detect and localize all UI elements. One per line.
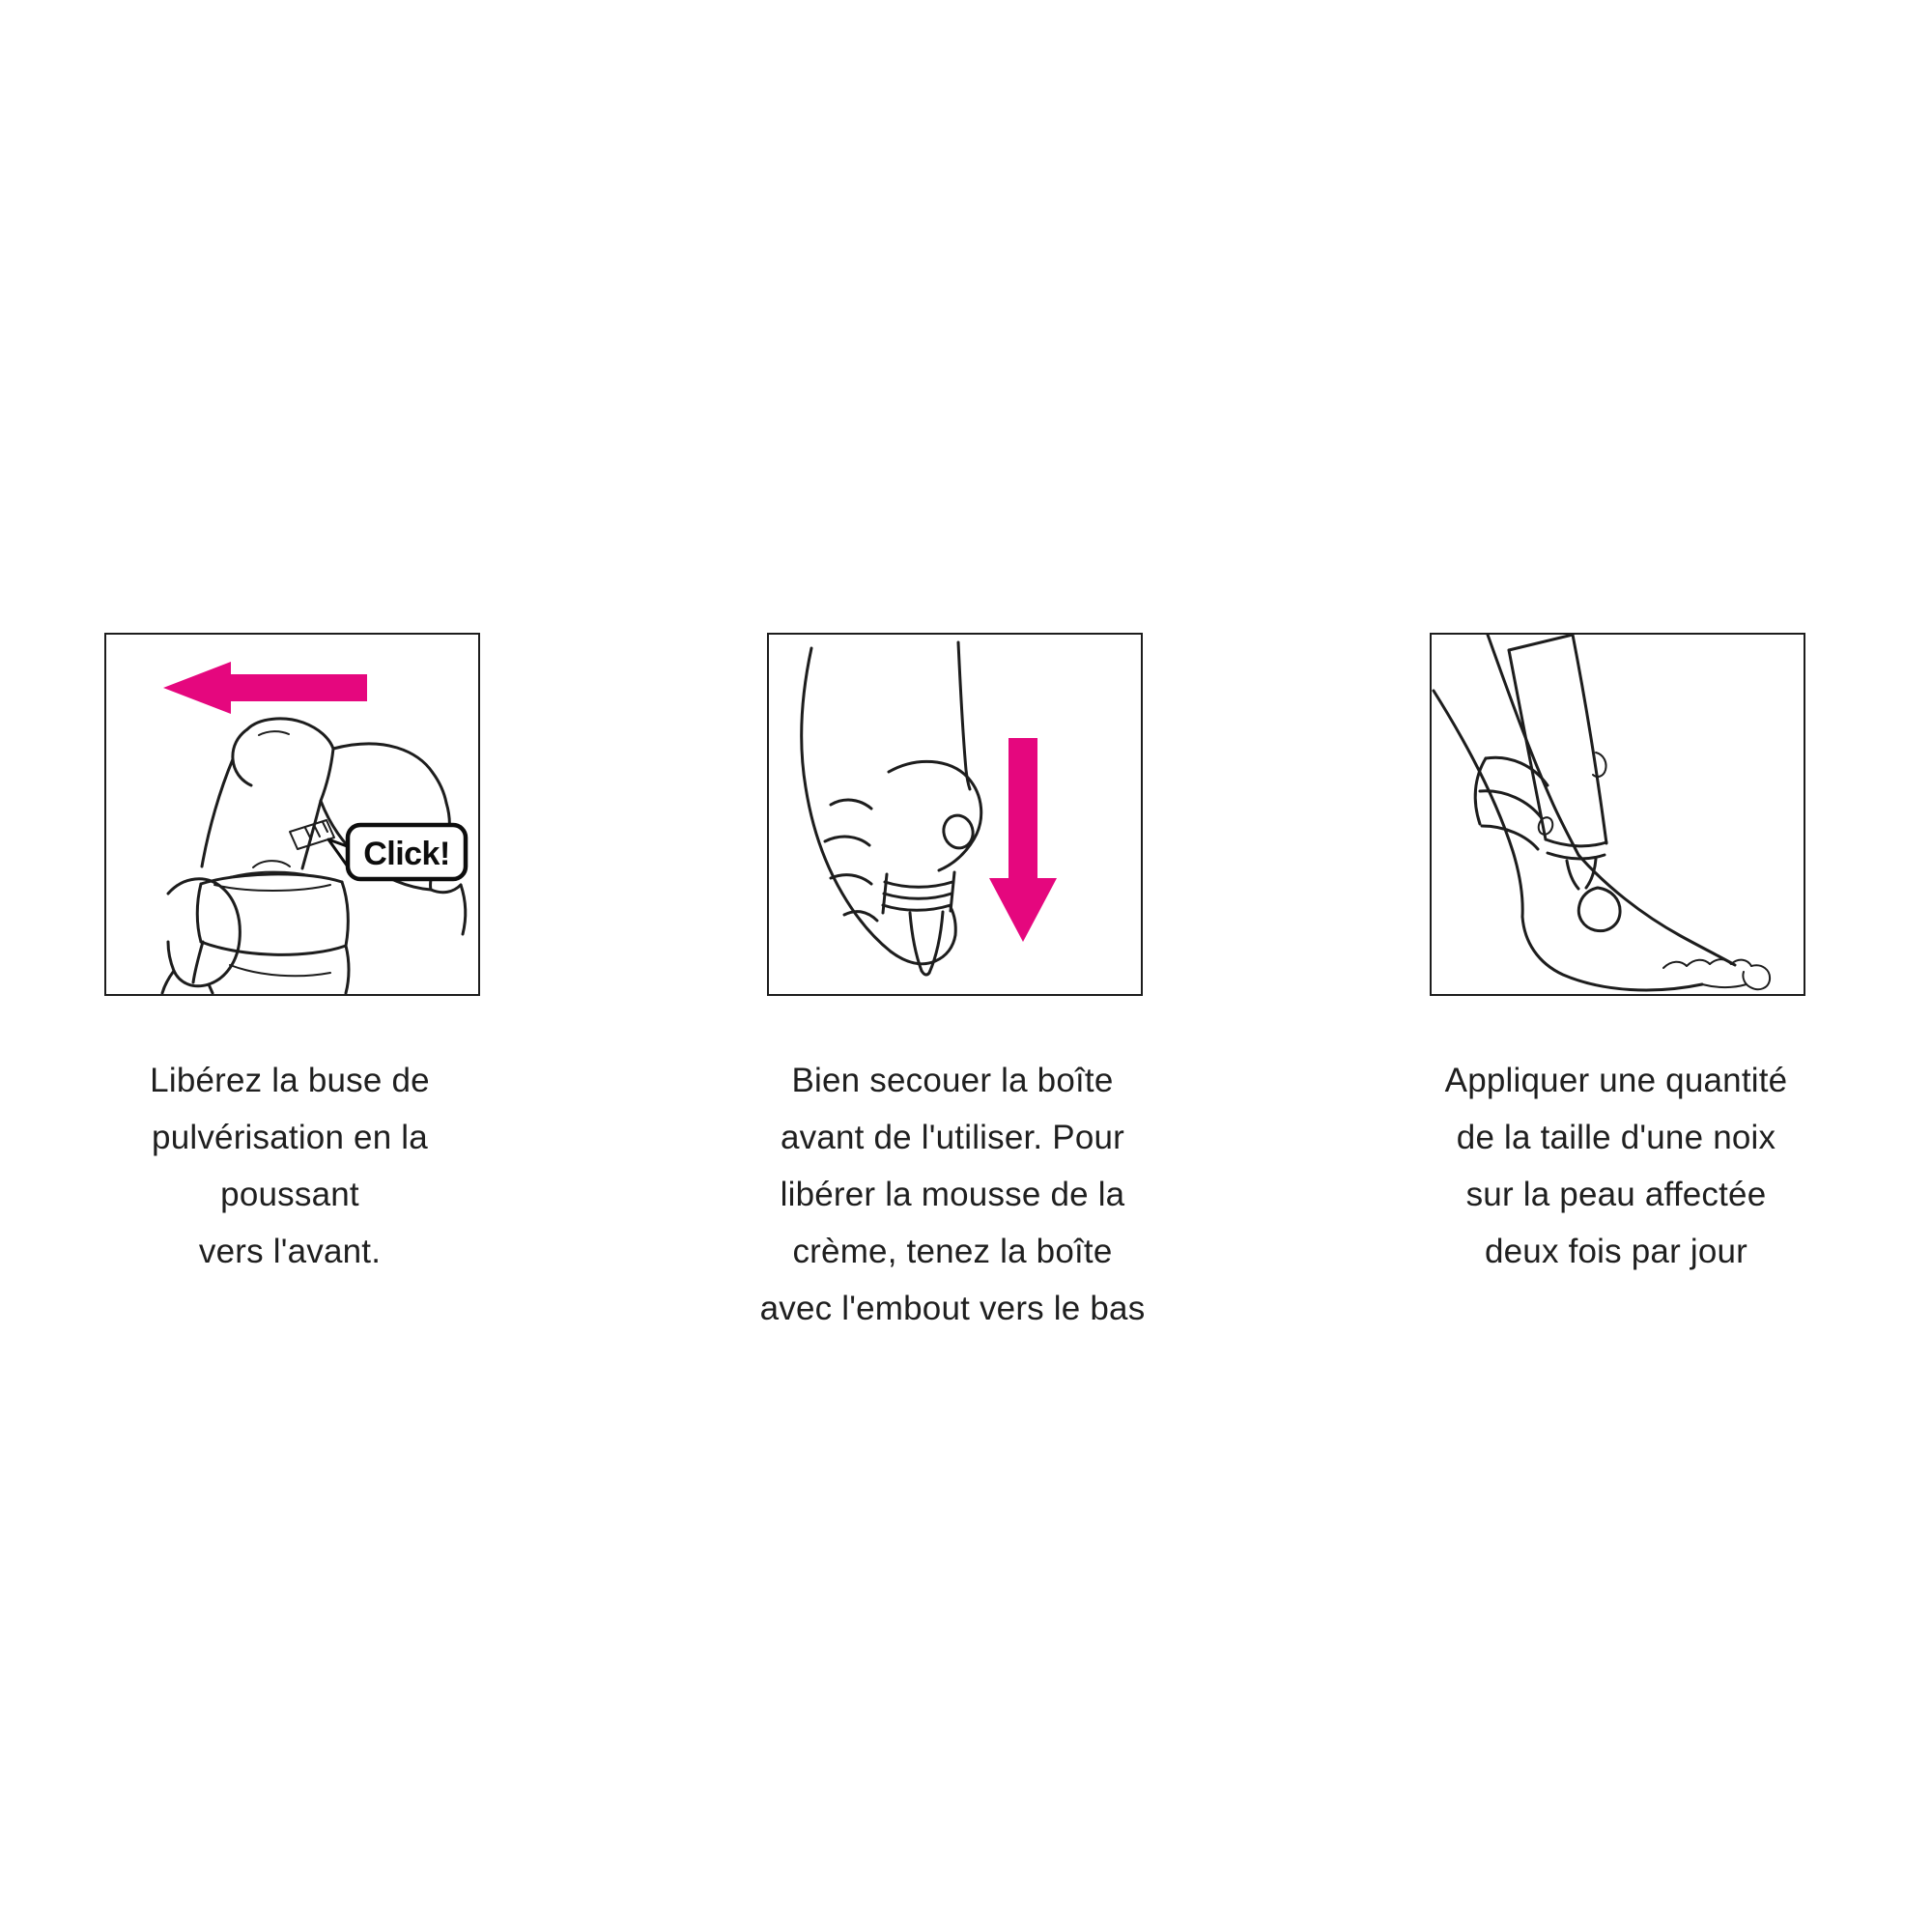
- click-callout-text: Click!: [363, 836, 450, 872]
- caption-line: libérer la mousse de la: [780, 1176, 1125, 1213]
- step-2-panel: [767, 633, 1143, 996]
- click-callout: [328, 825, 466, 879]
- caption-line: crème, tenez la boîte: [792, 1233, 1113, 1270]
- step-2-caption: [682, 1052, 1223, 1337]
- caption-line: de la taille d'une noix: [1456, 1119, 1776, 1156]
- foot-application-drawing: [1434, 635, 1770, 990]
- step-1-caption: [19, 1052, 560, 1280]
- caption-line: sur la peau affectée: [1465, 1176, 1767, 1213]
- step-1-panel: [104, 633, 480, 996]
- caption-line: Bien secouer la boîte: [791, 1062, 1114, 1099]
- step-2-illustration: [769, 635, 1141, 994]
- caption-line: vers l'avant.: [198, 1233, 382, 1270]
- caption-line: avant de l'utiliser. Pour: [780, 1119, 1125, 1156]
- caption-line: poussant: [220, 1176, 359, 1213]
- caption-line: Appliquer une quantité: [1444, 1062, 1788, 1099]
- pink-arrow-down-icon: [989, 738, 1057, 942]
- step-3-illustration: [1432, 635, 1804, 994]
- step-1-illustration: [106, 635, 478, 994]
- pink-arrow-left-icon: [163, 662, 367, 714]
- caption-line: Libérez la buse de: [150, 1062, 430, 1099]
- step-3-panel: [1430, 633, 1805, 996]
- caption-line: pulvérisation en la: [152, 1119, 428, 1156]
- step-3-caption: [1346, 1052, 1887, 1280]
- caption-line: deux fois par jour: [1484, 1233, 1748, 1270]
- hand-holding-can-drawing: [802, 642, 981, 975]
- caption-line: avec l'embout vers le bas: [759, 1290, 1146, 1327]
